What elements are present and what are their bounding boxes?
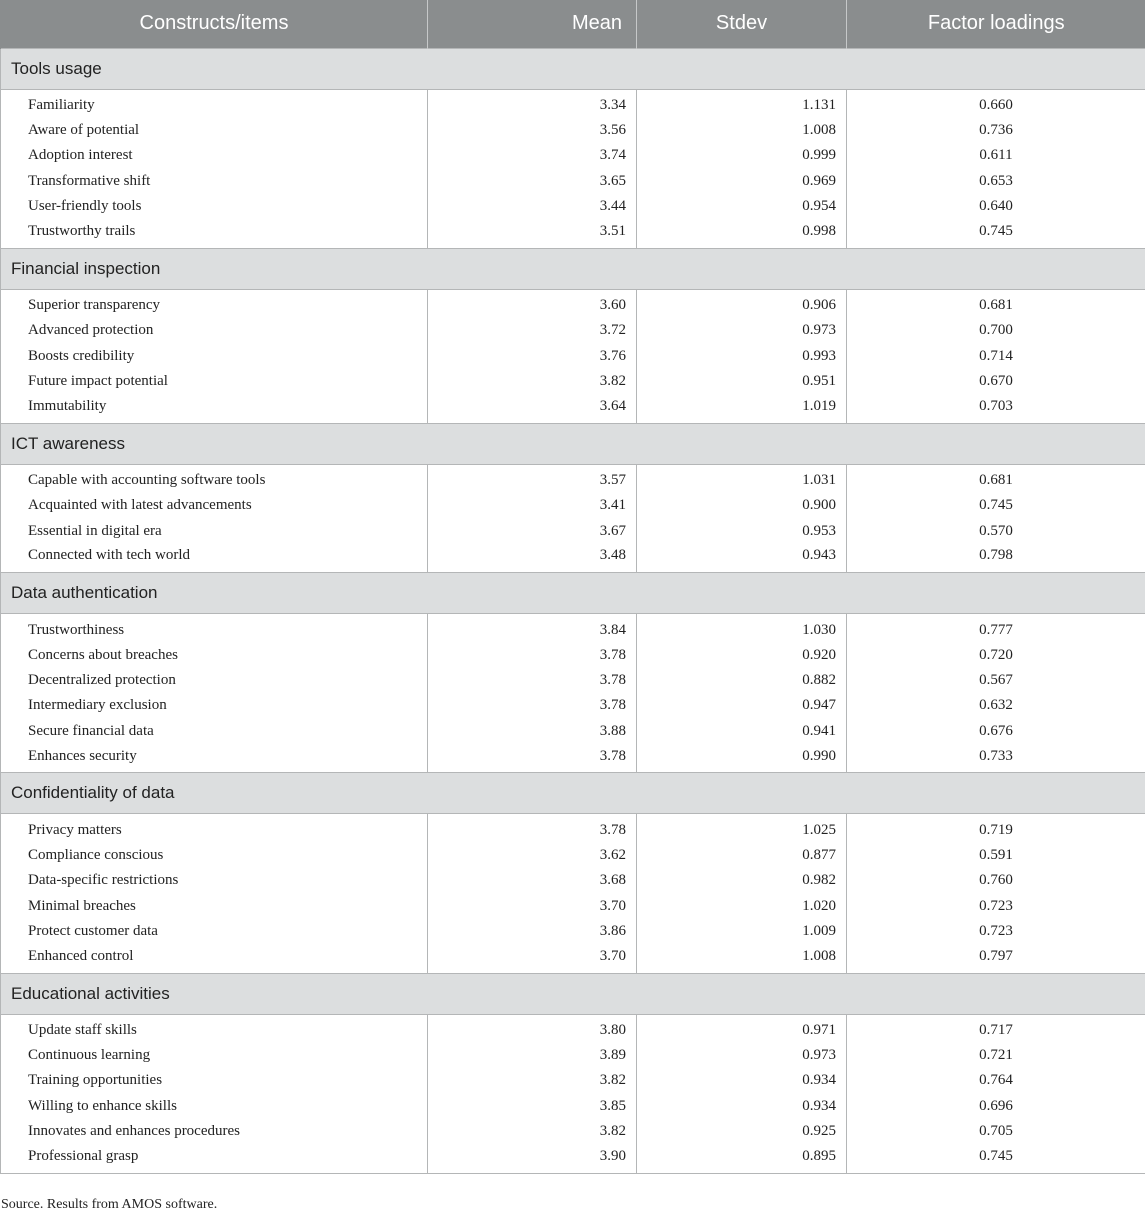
- item-name: Connected with tech world: [1, 544, 428, 573]
- mean-value: 3.85: [428, 1094, 637, 1119]
- table-row: [1, 614, 1145, 643]
- item-name: Adoption interest: [1, 143, 428, 168]
- table-row: [1, 518, 1145, 543]
- stdev-value: 0.973: [637, 318, 847, 343]
- factor-loading-value: 0.720: [847, 643, 1145, 668]
- table-row: [1, 693, 1145, 718]
- stdev-value: 0.941: [637, 719, 847, 744]
- section-row: [1, 773, 1145, 814]
- factor-loading-value: 0.591: [847, 843, 1145, 868]
- mean-value: 3.78: [428, 814, 637, 843]
- mean-value: 3.57: [428, 464, 637, 493]
- factor-loading-value: 0.714: [847, 343, 1145, 368]
- stdev-value: 0.971: [637, 1014, 847, 1043]
- table-row: [1, 394, 1145, 423]
- factor-loading-value: 0.611: [847, 143, 1145, 168]
- stdev-value: 1.030: [637, 614, 847, 643]
- factor-loading-value: 0.632: [847, 693, 1145, 718]
- item-name: Data-specific restrictions: [1, 868, 428, 893]
- item-name: Intermediary exclusion: [1, 693, 428, 718]
- header-stdev: Stdev: [637, 0, 847, 48]
- stdev-value: 0.900: [637, 493, 847, 518]
- mean-value: 3.84: [428, 614, 637, 643]
- mean-value: 3.60: [428, 289, 637, 318]
- section-title: Data authentication: [1, 573, 1145, 614]
- mean-value: 3.82: [428, 1068, 637, 1093]
- stdev-value: 0.951: [637, 369, 847, 394]
- factor-loading-value: 0.777: [847, 614, 1145, 643]
- item-name: Training opportunities: [1, 1068, 428, 1093]
- stdev-value: 0.953: [637, 518, 847, 543]
- item-name: Minimal breaches: [1, 893, 428, 918]
- stdev-value: 0.973: [637, 1043, 847, 1068]
- mean-value: 3.78: [428, 668, 637, 693]
- item-name: Future impact potential: [1, 369, 428, 394]
- item-name: Innovates and enhances procedures: [1, 1119, 428, 1144]
- mean-value: 3.90: [428, 1144, 637, 1173]
- item-name: Concerns about breaches: [1, 643, 428, 668]
- table-row: [1, 668, 1145, 693]
- table-header: [1, 0, 1145, 48]
- factor-loading-value: 0.660: [847, 89, 1145, 118]
- section-title: Tools usage: [1, 48, 1145, 89]
- item-name: Protect customer data: [1, 919, 428, 944]
- factor-loading-value: 0.681: [847, 464, 1145, 493]
- mean-value: 3.62: [428, 843, 637, 868]
- factor-loading-value: 0.733: [847, 744, 1145, 773]
- mean-value: 3.68: [428, 868, 637, 893]
- header-constructs-items: Constructs/items: [1, 0, 428, 48]
- factor-loading-value: 0.653: [847, 169, 1145, 194]
- mean-value: 3.41: [428, 493, 637, 518]
- table-row: [1, 1043, 1145, 1068]
- item-name: Superior transparency: [1, 289, 428, 318]
- item-name: Familiarity: [1, 89, 428, 118]
- mean-value: 3.78: [428, 643, 637, 668]
- item-name: Trustworthy trails: [1, 219, 428, 248]
- stdev-value: 0.999: [637, 143, 847, 168]
- factor-loading-value: 0.745: [847, 219, 1145, 248]
- table-row: [1, 544, 1145, 573]
- section-title: Educational activities: [1, 973, 1145, 1014]
- table-row: [1, 719, 1145, 744]
- table-row: [1, 868, 1145, 893]
- stdev-value: 0.934: [637, 1094, 847, 1119]
- section-title: Confidentiality of data: [1, 773, 1145, 814]
- stdev-value: 0.882: [637, 668, 847, 693]
- item-name: Immutability: [1, 394, 428, 423]
- stdev-value: 0.877: [637, 843, 847, 868]
- table-row: [1, 343, 1145, 368]
- mean-value: 3.86: [428, 919, 637, 944]
- item-name: Decentralized protection: [1, 668, 428, 693]
- table-row: [1, 744, 1145, 773]
- table-row: [1, 289, 1145, 318]
- table-row: [1, 89, 1145, 118]
- mean-value: 3.74: [428, 143, 637, 168]
- stdev-value: 0.954: [637, 194, 847, 219]
- factor-loading-value: 0.723: [847, 919, 1145, 944]
- table-row: [1, 643, 1145, 668]
- table-body: [1, 48, 1145, 1173]
- factor-loading-value: 0.705: [847, 1119, 1145, 1144]
- table-row: [1, 1119, 1145, 1144]
- item-name: Enhanced control: [1, 944, 428, 973]
- item-name: Transformative shift: [1, 169, 428, 194]
- factor-loading-value: 0.703: [847, 394, 1145, 423]
- stdev-value: 0.993: [637, 343, 847, 368]
- stdev-value: 0.906: [637, 289, 847, 318]
- section-row: [1, 573, 1145, 614]
- table-row: [1, 814, 1145, 843]
- header-factor-loadings: Factor loadings: [847, 0, 1145, 48]
- mean-value: 3.65: [428, 169, 637, 194]
- stdev-value: 1.131: [637, 89, 847, 118]
- source-note: Source. Results from AMOS software.: [1, 1197, 217, 1213]
- stdev-value: 1.008: [637, 944, 847, 973]
- table-row: [1, 944, 1145, 973]
- mean-value: 3.80: [428, 1014, 637, 1043]
- factor-loading-value: 0.719: [847, 814, 1145, 843]
- mean-value: 3.78: [428, 744, 637, 773]
- mean-value: 3.82: [428, 1119, 637, 1144]
- mean-value: 3.44: [428, 194, 637, 219]
- factor-loading-value: 0.764: [847, 1068, 1145, 1093]
- mean-value: 3.89: [428, 1043, 637, 1068]
- stdev-value: 0.934: [637, 1068, 847, 1093]
- item-name: Capable with accounting software tools: [1, 464, 428, 493]
- section-row: [1, 48, 1145, 89]
- item-name: User-friendly tools: [1, 194, 428, 219]
- factor-loading-value: 0.760: [847, 868, 1145, 893]
- item-name: Privacy matters: [1, 814, 428, 843]
- table-row: [1, 1144, 1145, 1173]
- factor-loading-value: 0.723: [847, 893, 1145, 918]
- item-name: Aware of potential: [1, 118, 428, 143]
- mean-value: 3.82: [428, 369, 637, 394]
- item-name: Essential in digital era: [1, 518, 428, 543]
- item-name: Willing to enhance skills: [1, 1094, 428, 1119]
- stdev-value: 0.920: [637, 643, 847, 668]
- mean-value: 3.70: [428, 944, 637, 973]
- mean-value: 3.76: [428, 343, 637, 368]
- item-name: Update staff skills: [1, 1014, 428, 1043]
- mean-value: 3.88: [428, 719, 637, 744]
- mean-value: 3.72: [428, 318, 637, 343]
- factor-loading-value: 0.736: [847, 118, 1145, 143]
- table-row: [1, 843, 1145, 868]
- table-row: [1, 118, 1145, 143]
- factor-loading-value: 0.745: [847, 1144, 1145, 1173]
- stdev-value: 0.998: [637, 219, 847, 248]
- table-row: [1, 493, 1145, 518]
- item-name: Continuous learning: [1, 1043, 428, 1068]
- item-name: Secure financial data: [1, 719, 428, 744]
- item-name: Enhances security: [1, 744, 428, 773]
- stdev-value: 1.019: [637, 394, 847, 423]
- factor-loading-value: 0.676: [847, 719, 1145, 744]
- factor-loading-value: 0.670: [847, 369, 1145, 394]
- table-row: [1, 219, 1145, 248]
- factor-loading-value: 0.567: [847, 668, 1145, 693]
- section-title: ICT awareness: [1, 423, 1145, 464]
- mean-value: 3.78: [428, 693, 637, 718]
- factor-loading-value: 0.797: [847, 944, 1145, 973]
- table-row: [1, 1094, 1145, 1119]
- factor-loading-value: 0.745: [847, 493, 1145, 518]
- factor-loading-value: 0.700: [847, 318, 1145, 343]
- item-name: Trustworthiness: [1, 614, 428, 643]
- mean-value: 3.48: [428, 544, 637, 573]
- table-row: [1, 143, 1145, 168]
- table-row: [1, 318, 1145, 343]
- table-row: [1, 464, 1145, 493]
- factor-loading-value: 0.721: [847, 1043, 1145, 1068]
- stdev-value: 1.008: [637, 118, 847, 143]
- section-row: [1, 423, 1145, 464]
- factor-loading-value: 0.640: [847, 194, 1145, 219]
- mean-value: 3.70: [428, 893, 637, 918]
- item-name: Compliance conscious: [1, 843, 428, 868]
- stdev-value: 0.943: [637, 544, 847, 573]
- stdev-value: 0.990: [637, 744, 847, 773]
- stdev-value: 1.031: [637, 464, 847, 493]
- stdev-value: 0.947: [637, 693, 847, 718]
- mean-value: 3.64: [428, 394, 637, 423]
- table-row: [1, 919, 1145, 944]
- mean-value: 3.51: [428, 219, 637, 248]
- header-mean: Mean: [428, 0, 637, 48]
- table-row: [1, 1068, 1145, 1093]
- factor-loading-value: 0.798: [847, 544, 1145, 573]
- section-row: [1, 248, 1145, 289]
- item-name: Boosts credibility: [1, 343, 428, 368]
- stdev-value: 0.969: [637, 169, 847, 194]
- factor-loading-value: 0.717: [847, 1014, 1145, 1043]
- mean-value: 3.34: [428, 89, 637, 118]
- stdev-value: 1.009: [637, 919, 847, 944]
- stdev-value: 0.895: [637, 1144, 847, 1173]
- mean-value: 3.56: [428, 118, 637, 143]
- factor-loading-value: 0.570: [847, 518, 1145, 543]
- factor-loading-value: 0.696: [847, 1094, 1145, 1119]
- table-row: [1, 369, 1145, 394]
- mean-value: 3.67: [428, 518, 637, 543]
- table-row: [1, 169, 1145, 194]
- item-name: Advanced protection: [1, 318, 428, 343]
- section-title: Financial inspection: [1, 248, 1145, 289]
- stdev-value: 1.020: [637, 893, 847, 918]
- table-row: [1, 194, 1145, 219]
- stdev-value: 0.925: [637, 1119, 847, 1144]
- table-row: [1, 893, 1145, 918]
- stdev-value: 1.025: [637, 814, 847, 843]
- table-row: [1, 1014, 1145, 1043]
- item-name: Acquainted with latest advancements: [1, 493, 428, 518]
- item-name: Professional grasp: [1, 1144, 428, 1173]
- factor-loading-value: 0.681: [847, 289, 1145, 318]
- section-row: [1, 973, 1145, 1014]
- stdev-value: 0.982: [637, 868, 847, 893]
